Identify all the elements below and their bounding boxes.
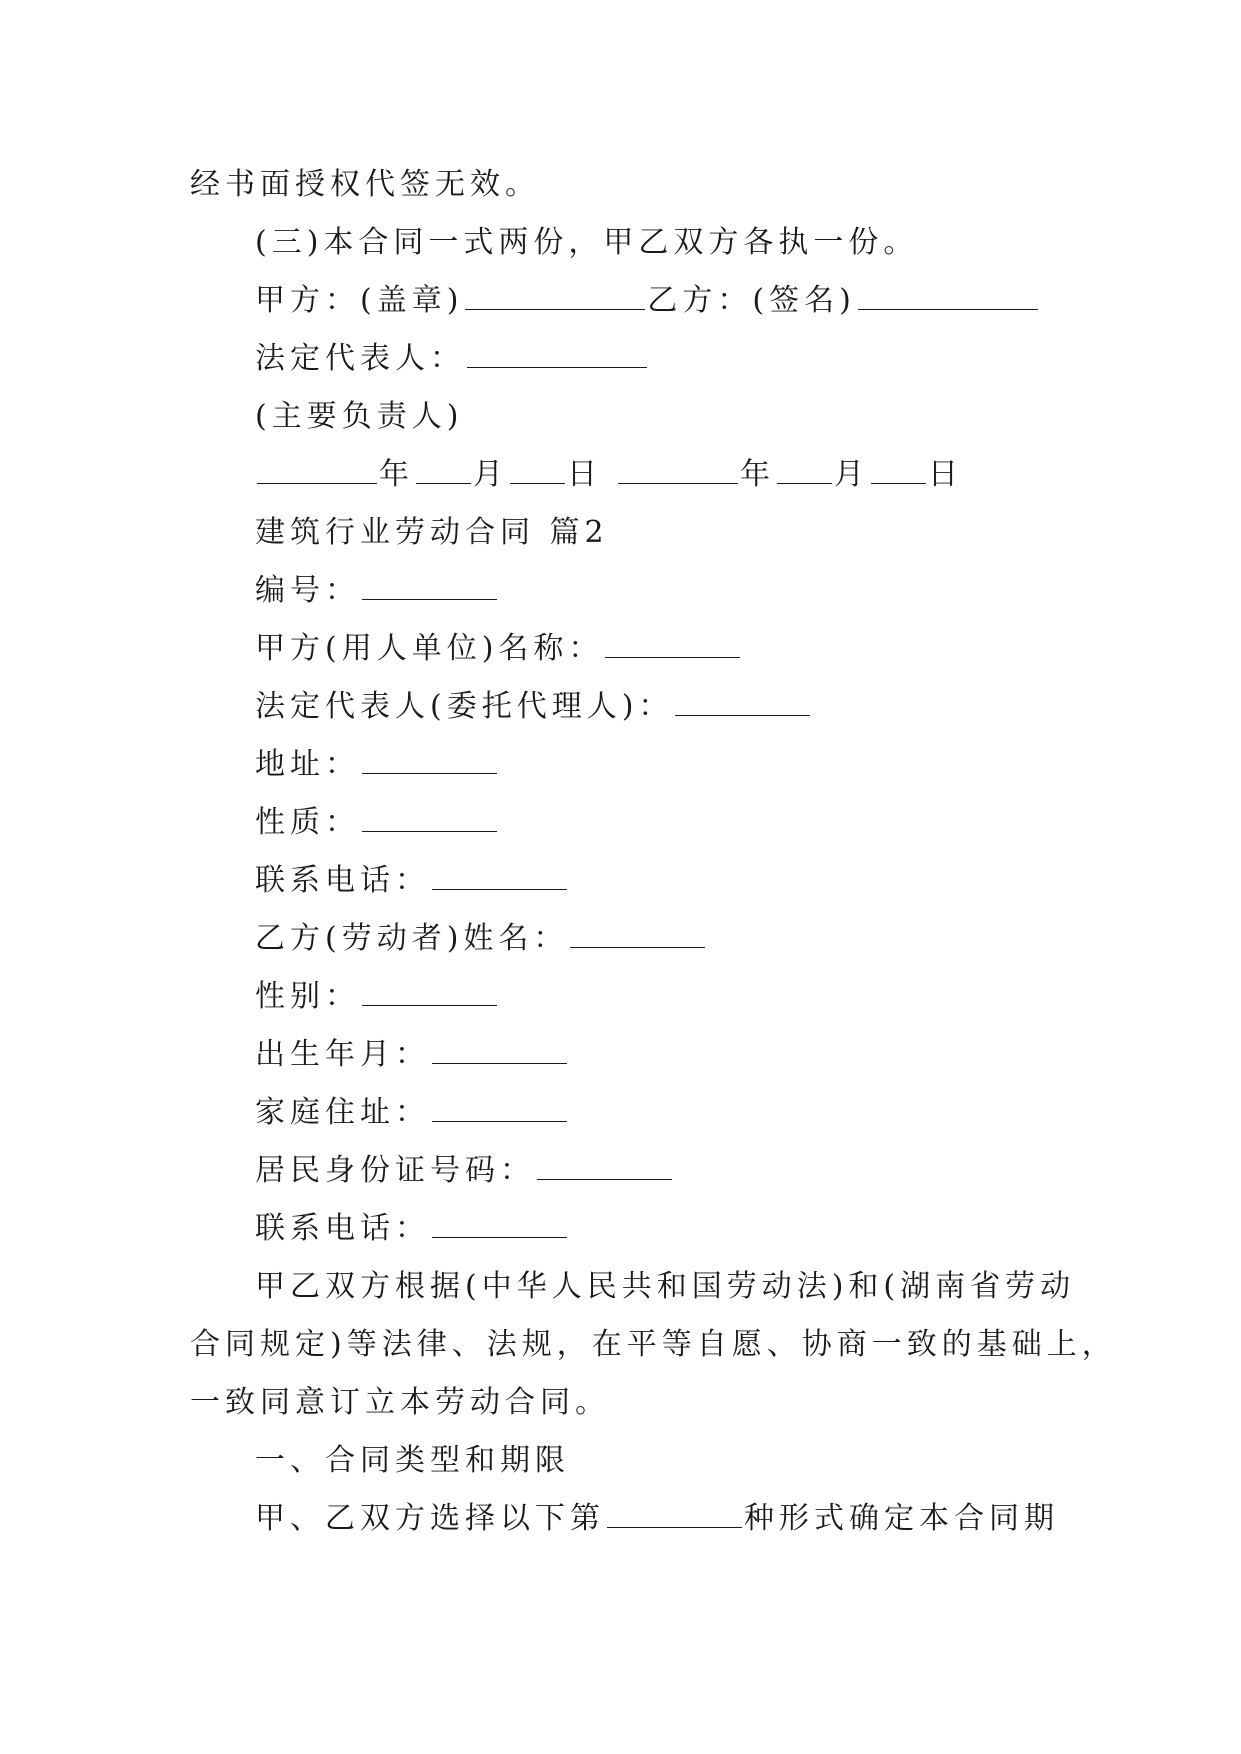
section-heading: 建筑行业劳动合同 篇2 <box>255 515 609 550</box>
date-day-label: 日 <box>567 457 602 492</box>
party-b-sign-label: 乙方：(签名) <box>647 283 856 318</box>
date-day-label: 日 <box>928 457 963 492</box>
contract-form-blank[interactable] <box>607 1503 742 1528</box>
field-label: 联系电话： <box>255 863 430 898</box>
date-year-label: 年 <box>740 457 775 492</box>
paragraph-line: 一致同意订立本劳动合同。 <box>190 1385 610 1420</box>
field-line <box>255 861 569 901</box>
section-heading: 一、合同类型和期限 <box>255 1443 570 1478</box>
date-year-blank[interactable] <box>257 459 377 484</box>
field-label: 出生年月： <box>255 1037 430 1072</box>
field-line <box>255 1151 674 1191</box>
date-day-blank[interactable] <box>510 459 565 484</box>
legal-agent-blank[interactable] <box>675 691 810 716</box>
legal-rep-label: 法定代表人： <box>255 341 465 376</box>
field-label: 编号： <box>255 573 360 608</box>
field-line <box>255 1093 569 1133</box>
field-label: 性别： <box>255 979 360 1014</box>
date-month-label: 月 <box>834 457 869 492</box>
field-line <box>255 803 499 843</box>
address-blank[interactable] <box>362 749 497 774</box>
party-b-sign-blank[interactable] <box>858 285 1038 310</box>
field-line <box>255 977 499 1017</box>
field-line <box>255 1209 569 1249</box>
paragraph-text: 种形式确定本合同期 <box>744 1501 1059 1536</box>
field-label: 居民身份证号码： <box>255 1153 535 1188</box>
field-label: 性质： <box>255 805 360 840</box>
date-line <box>255 455 963 495</box>
field-label: 联系电话： <box>255 1211 430 1246</box>
legal-rep-blank[interactable] <box>467 343 647 368</box>
field-line <box>255 745 499 785</box>
employer-name-blank[interactable] <box>605 633 740 658</box>
field-label: 甲方(用人单位)名称： <box>255 631 604 666</box>
paragraph-text: 甲、乙双方选择以下第 <box>255 1501 605 1536</box>
legal-rep-line <box>255 339 649 379</box>
field-line <box>255 687 812 727</box>
number-blank[interactable] <box>362 575 497 600</box>
home-address-blank[interactable] <box>432 1097 567 1122</box>
party-a-seal-label: 甲方：(盖章) <box>255 283 464 318</box>
nature-blank[interactable] <box>362 807 497 832</box>
clause-copies: (三)本合同一式两份，甲乙双方各执一份。 <box>255 225 919 260</box>
field-label: 乙方(劳动者)姓名： <box>255 921 569 956</box>
date-year-label: 年 <box>379 457 414 492</box>
gender-blank[interactable] <box>362 981 497 1006</box>
field-line <box>255 919 707 959</box>
date-month-blank[interactable] <box>416 459 471 484</box>
field-line <box>255 1035 569 1075</box>
field-line <box>255 571 499 611</box>
worker-phone-blank[interactable] <box>432 1213 567 1238</box>
date-day-blank[interactable] <box>871 459 926 484</box>
field-label: 家庭住址： <box>255 1095 430 1130</box>
date-year-blank[interactable] <box>618 459 738 484</box>
field-label: 地址： <box>255 747 360 782</box>
date-month-blank[interactable] <box>777 459 832 484</box>
birth-date-blank[interactable] <box>432 1039 567 1064</box>
id-number-blank[interactable] <box>537 1155 672 1180</box>
paragraph-line <box>255 1499 1059 1539</box>
paragraph-line: 合同规定)等法律、法规，在平等自愿、协商一致的基础上， <box>190 1327 1117 1362</box>
employer-phone-blank[interactable] <box>432 865 567 890</box>
field-line <box>255 629 742 669</box>
signature-line <box>255 281 1040 321</box>
date-month-label: 月 <box>473 457 508 492</box>
worker-name-blank[interactable] <box>570 923 705 948</box>
field-label: 法定代表人(委托代理人)： <box>255 689 674 724</box>
paragraph-line: 甲乙双方根据(中华人民共和国劳动法)和(湖南省劳动 <box>255 1269 1076 1304</box>
text-line: 经书面授权代签无效。 <box>190 167 540 202</box>
party-a-seal-blank[interactable] <box>465 285 645 310</box>
text-line: (主要负责人) <box>255 399 464 434</box>
